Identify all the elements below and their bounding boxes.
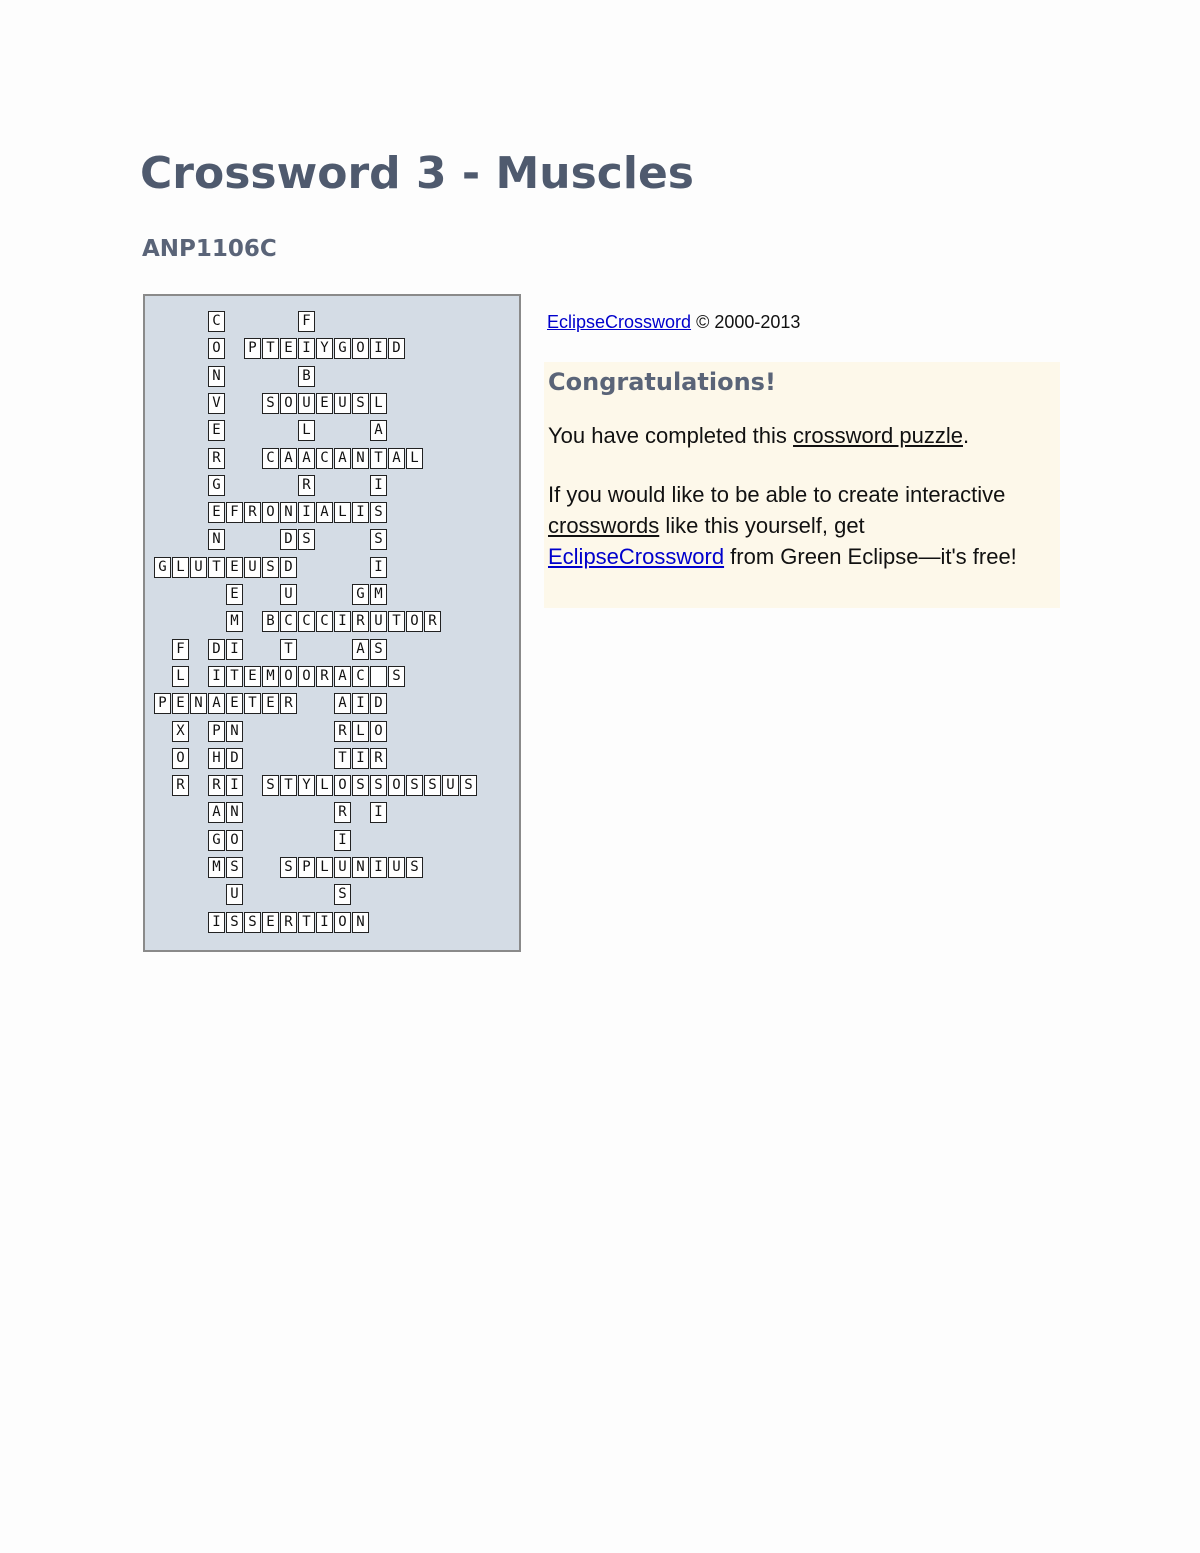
crossword-cell: M	[226, 611, 243, 632]
crossword-cell: N	[208, 529, 225, 550]
crossword-puzzle-link[interactable]: crossword puzzle	[793, 423, 963, 448]
copyright-years: © 2000-2013	[696, 312, 801, 332]
crossword-cell: A	[370, 420, 387, 441]
crossword-cell: S	[262, 775, 279, 796]
crossword-cell: E	[226, 557, 243, 578]
crossword-cell: E	[208, 502, 225, 523]
crossword-cell: I	[334, 830, 351, 851]
crossword-cell: R	[316, 666, 333, 687]
crossword-cell: E	[172, 693, 189, 714]
crossword-cell: S	[280, 857, 297, 878]
crossword-cell: E	[208, 420, 225, 441]
crossword-cell: T	[226, 666, 243, 687]
crossword-cell: O	[172, 748, 189, 769]
crossword-cell: N	[280, 502, 297, 523]
crossword-cell: O	[334, 775, 351, 796]
crossword-cell: I	[370, 802, 387, 823]
crossword-cell: S	[226, 857, 243, 878]
crossword-cell: C	[280, 611, 297, 632]
crossword-cell: L	[316, 775, 333, 796]
crossword-cell: S	[424, 775, 441, 796]
crossword-cell: B	[262, 611, 279, 632]
crossword-cell: O	[262, 502, 279, 523]
crossword-cell: L	[352, 721, 369, 742]
crossword-cell: S	[460, 775, 477, 796]
crossword-cell: P	[154, 693, 171, 714]
crossword-cell: N	[352, 912, 369, 933]
crossword-cell: Y	[298, 775, 315, 796]
crossword-cell: A	[208, 802, 225, 823]
crossword-cell: C	[298, 611, 315, 632]
crossword-cell: U	[280, 584, 297, 605]
promo-text-b: like this yourself, get	[659, 513, 865, 538]
crossword-cell: A	[334, 693, 351, 714]
crossword-cell: M	[370, 584, 387, 605]
crossword-cell: R	[352, 611, 369, 632]
crossword-cell: M	[262, 666, 279, 687]
crossword-cell: R	[280, 912, 297, 933]
crossword-cell: A	[388, 448, 405, 469]
crossword-cell: E	[262, 912, 279, 933]
crossword-cell: R	[370, 748, 387, 769]
crossword-cell: T	[388, 611, 405, 632]
crossword-cell: V	[208, 393, 225, 414]
crossword-cell: A	[334, 448, 351, 469]
get-eclipsecrossword-link[interactable]: EclipseCrossword	[548, 544, 725, 569]
crossword-cell: L	[172, 557, 189, 578]
crossword-cell: S	[226, 912, 243, 933]
crossword-cell: U	[190, 557, 207, 578]
promo-text-a: If you would like to be able to create interactive	[548, 482, 1006, 507]
crossword-cell: R	[280, 693, 297, 714]
crossword-cell: L	[334, 502, 351, 523]
crossword-cell: N	[208, 366, 225, 387]
crossword-cell: R	[208, 448, 225, 469]
crossword-cell: A	[298, 448, 315, 469]
crossword-cell: U	[388, 857, 405, 878]
crossword-cell: D	[208, 639, 225, 660]
crossword-cell: N	[190, 693, 207, 714]
crossword-cell: R	[334, 721, 351, 742]
crossword-cell: I	[334, 611, 351, 632]
crossword-cell: L	[298, 420, 315, 441]
crossword-cell: F	[226, 502, 243, 523]
crossword-cell: E	[244, 666, 261, 687]
crossword-cell: E	[226, 693, 243, 714]
crossword-cell: U	[442, 775, 459, 796]
crossword-cell: S	[298, 529, 315, 550]
crossword-cell: A	[334, 666, 351, 687]
crossword-cell: G	[154, 557, 171, 578]
crossword-cell: I	[352, 748, 369, 769]
crossword-cell: O	[388, 775, 405, 796]
crossword-cell: E	[316, 393, 333, 414]
crossword-cell: T	[370, 448, 387, 469]
crossword-cell: T	[262, 338, 279, 359]
crossword-cell	[370, 666, 387, 687]
crossword-cell: R	[298, 475, 315, 496]
promo-text-c: from Green Eclipse—it's free!	[724, 544, 1017, 569]
promo-message	[548, 479, 1028, 572]
crossword-cell: G	[208, 475, 225, 496]
crossword-cell: M	[208, 857, 225, 878]
crossword-cell: O	[280, 666, 297, 687]
page-subtitle: ANP1106C	[142, 236, 277, 262]
crossword-cell: S	[334, 884, 351, 905]
crossword-cell: D	[388, 338, 405, 359]
crossword-cell: U	[298, 393, 315, 414]
crossword-cell: I	[298, 338, 315, 359]
crossword-cell: S	[370, 639, 387, 660]
crossword-cell: S	[352, 775, 369, 796]
crossword-cell: O	[298, 666, 315, 687]
crossword-cell: O	[352, 338, 369, 359]
crossword-cell: L	[172, 666, 189, 687]
crossword-cell: S	[388, 666, 405, 687]
crossword-cell: I	[370, 557, 387, 578]
crossword-cell: O	[334, 912, 351, 933]
crossword-cell: D	[280, 557, 297, 578]
crossword-cell: S	[406, 775, 423, 796]
crossword-cell: R	[172, 775, 189, 796]
crossword-cell: S	[262, 557, 279, 578]
crossword-cell: T	[334, 748, 351, 769]
crossword-cell: S	[370, 529, 387, 550]
completed-period: .	[962, 423, 970, 448]
crossword-cell: D	[280, 529, 297, 550]
crossword-cell: L	[406, 448, 423, 469]
crossword-cell: A	[208, 693, 225, 714]
crossword-cell: T	[298, 912, 315, 933]
crossword-cell: P	[244, 338, 261, 359]
crossword-cell: G	[352, 584, 369, 605]
crossword-cell: O	[280, 393, 297, 414]
crossword-cell: O	[226, 830, 243, 851]
crossword-cell: I	[208, 912, 225, 933]
crossword-cell: O	[208, 338, 225, 359]
crossword-cell: S	[406, 857, 423, 878]
crossword-cell: G	[334, 338, 351, 359]
congratulations-heading: Congratulations!	[548, 368, 776, 396]
crossword-cell: A	[280, 448, 297, 469]
completed-text: You have completed this	[548, 423, 794, 448]
crossword-cell: X	[172, 721, 189, 742]
crossword-cell: S	[370, 775, 387, 796]
copyright-line	[547, 312, 800, 333]
crossword-cell: R	[244, 502, 261, 523]
crossword-cell: T	[244, 693, 261, 714]
crossword-cell: N	[226, 721, 243, 742]
crossword-grid	[143, 294, 521, 952]
crossword-cell: I	[298, 502, 315, 523]
crossword-cell: E	[262, 693, 279, 714]
completed-message	[548, 420, 1056, 451]
crossword-cell: P	[298, 857, 315, 878]
crossword-cell: R	[424, 611, 441, 632]
crossword-cell: O	[370, 721, 387, 742]
crossword-cell: D	[226, 748, 243, 769]
crossword-cell: C	[316, 448, 333, 469]
crossword-cell: S	[370, 502, 387, 523]
crossword-cell: U	[334, 857, 351, 878]
crossword-cell: L	[316, 857, 333, 878]
crossword-cell: L	[370, 393, 387, 414]
crossword-cell: C	[316, 611, 333, 632]
crossword-cell: A	[352, 639, 369, 660]
crossword-cell: C	[262, 448, 279, 469]
crossword-cell: E	[226, 584, 243, 605]
crossword-cell: N	[352, 857, 369, 878]
crossword-cell: R	[208, 775, 225, 796]
crossword-cell: H	[208, 748, 225, 769]
crossword-cell: I	[316, 912, 333, 933]
crossword-cell: G	[208, 830, 225, 851]
crossword-cell: C	[208, 311, 225, 332]
page-title: Crossword 3 - Muscles	[140, 148, 694, 199]
crossword-cell: U	[244, 557, 261, 578]
crossword-cell: O	[406, 611, 423, 632]
crossword-cell: I	[370, 857, 387, 878]
crossword-cell: Y	[316, 338, 333, 359]
crossword-cell: R	[334, 802, 351, 823]
eclipsecrossword-link[interactable]: EclipseCrossword	[547, 312, 692, 332]
crossword-cell: N	[226, 802, 243, 823]
crossword-cell: I	[226, 639, 243, 660]
crossword-cell: A	[316, 502, 333, 523]
crossword-cell: U	[334, 393, 351, 414]
crosswords-link[interactable]: crosswords	[548, 513, 660, 538]
crossword-cell: E	[280, 338, 297, 359]
crossword-cell: T	[208, 557, 225, 578]
crossword-cell: S	[244, 912, 261, 933]
crossword-cell: N	[352, 448, 369, 469]
congratulations-panel	[544, 362, 1060, 608]
crossword-cell: I	[208, 666, 225, 687]
crossword-cell: I	[226, 775, 243, 796]
crossword-cell: D	[370, 693, 387, 714]
crossword-cell: T	[280, 775, 297, 796]
crossword-cell: F	[298, 311, 315, 332]
crossword-cell: C	[352, 666, 369, 687]
crossword-cell: I	[352, 502, 369, 523]
crossword-cell: U	[226, 884, 243, 905]
crossword-cell: S	[352, 393, 369, 414]
crossword-cell: S	[262, 393, 279, 414]
crossword-cell: I	[352, 693, 369, 714]
crossword-cell: U	[370, 611, 387, 632]
crossword-cell: T	[280, 639, 297, 660]
crossword-cell: B	[298, 366, 315, 387]
crossword-cell: P	[208, 721, 225, 742]
crossword-cell: F	[172, 639, 189, 660]
crossword-cell: I	[370, 338, 387, 359]
crossword-cell: I	[370, 475, 387, 496]
